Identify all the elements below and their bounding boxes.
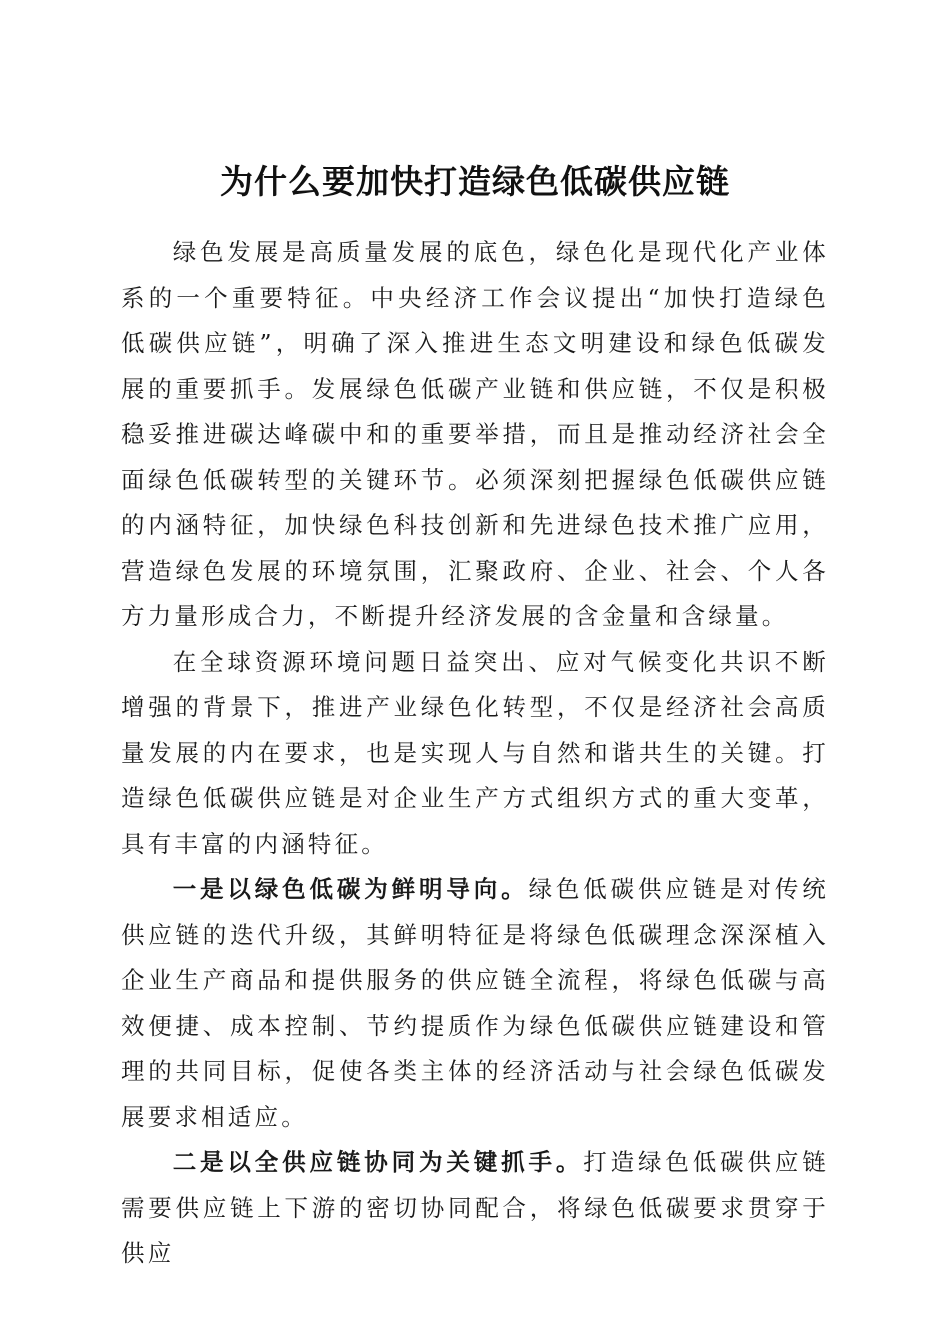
paragraph-4 — [121, 1140, 829, 1277]
paragraph-text: 绿色低碳供应链是对传统供应链的迭代升级，其鲜明特征是将绿色低碳理念深深植入企业生产商品和提供服务的供应链全流程，将绿色低碳与高效便捷、成本控制、节约提质作为绿色低碳供应链建设和管理的共同目标，促使各类主体的经济活动与社会绿色低碳发展要求相适应。 — [121, 875, 830, 1131]
paragraph-lead: 二是以全供应链协同为关键抓手。 — [172, 1148, 584, 1176]
paragraph-text: 绿色发展是高质量发展的底色，绿色化是现代化产业体系的一个重要特征。中央经济工作会议提出“加快打造绿色低碳供应链”，明确了深入推进生态文明建设和绿色低碳发展的重要抓手。发展绿色低碳产业链和供应链，不仅是积极稳妥推进碳达峰碳中和的重要举措，而且是推动经济社会全面绿色低碳转型的关键环节。必须深刻把握绿色低碳供应链的内涵特征，加快绿色科技创新和先进绿色技术推广应用，营造绿色发展的环境氛围，汇聚政府、企业、社会、个人各方力量形成合力，不断提升经济发展的含金量和含绿量。 — [121, 238, 829, 630]
paragraph-1 — [121, 230, 829, 640]
paragraph-text: 在全球资源环境问题日益突出、应对气候变化共识不断增强的背景下，推进产业绿色化转型，不仅是经济社会高质量发展的内在要求，也是实现人与自然和谐共生的关键。打造绿色低碳供应链是对企业生产方式组织方式的重大变革，具有丰富的内涵特征。 — [121, 647, 829, 858]
paragraph-lead: 一是以绿色低碳为鲜明导向。 — [172, 875, 529, 903]
paragraph-2 — [121, 640, 829, 868]
document-title: 为什么要加快打造绿色低碳供应链 — [220, 162, 730, 202]
paragraph-3 — [121, 867, 829, 1140]
document-body — [121, 230, 829, 1277]
paragraph-text: 打造绿色低碳供应链需要供应链上下游的密切协同配合，将绿色低碳要求贯穿于供应 — [121, 1148, 829, 1267]
